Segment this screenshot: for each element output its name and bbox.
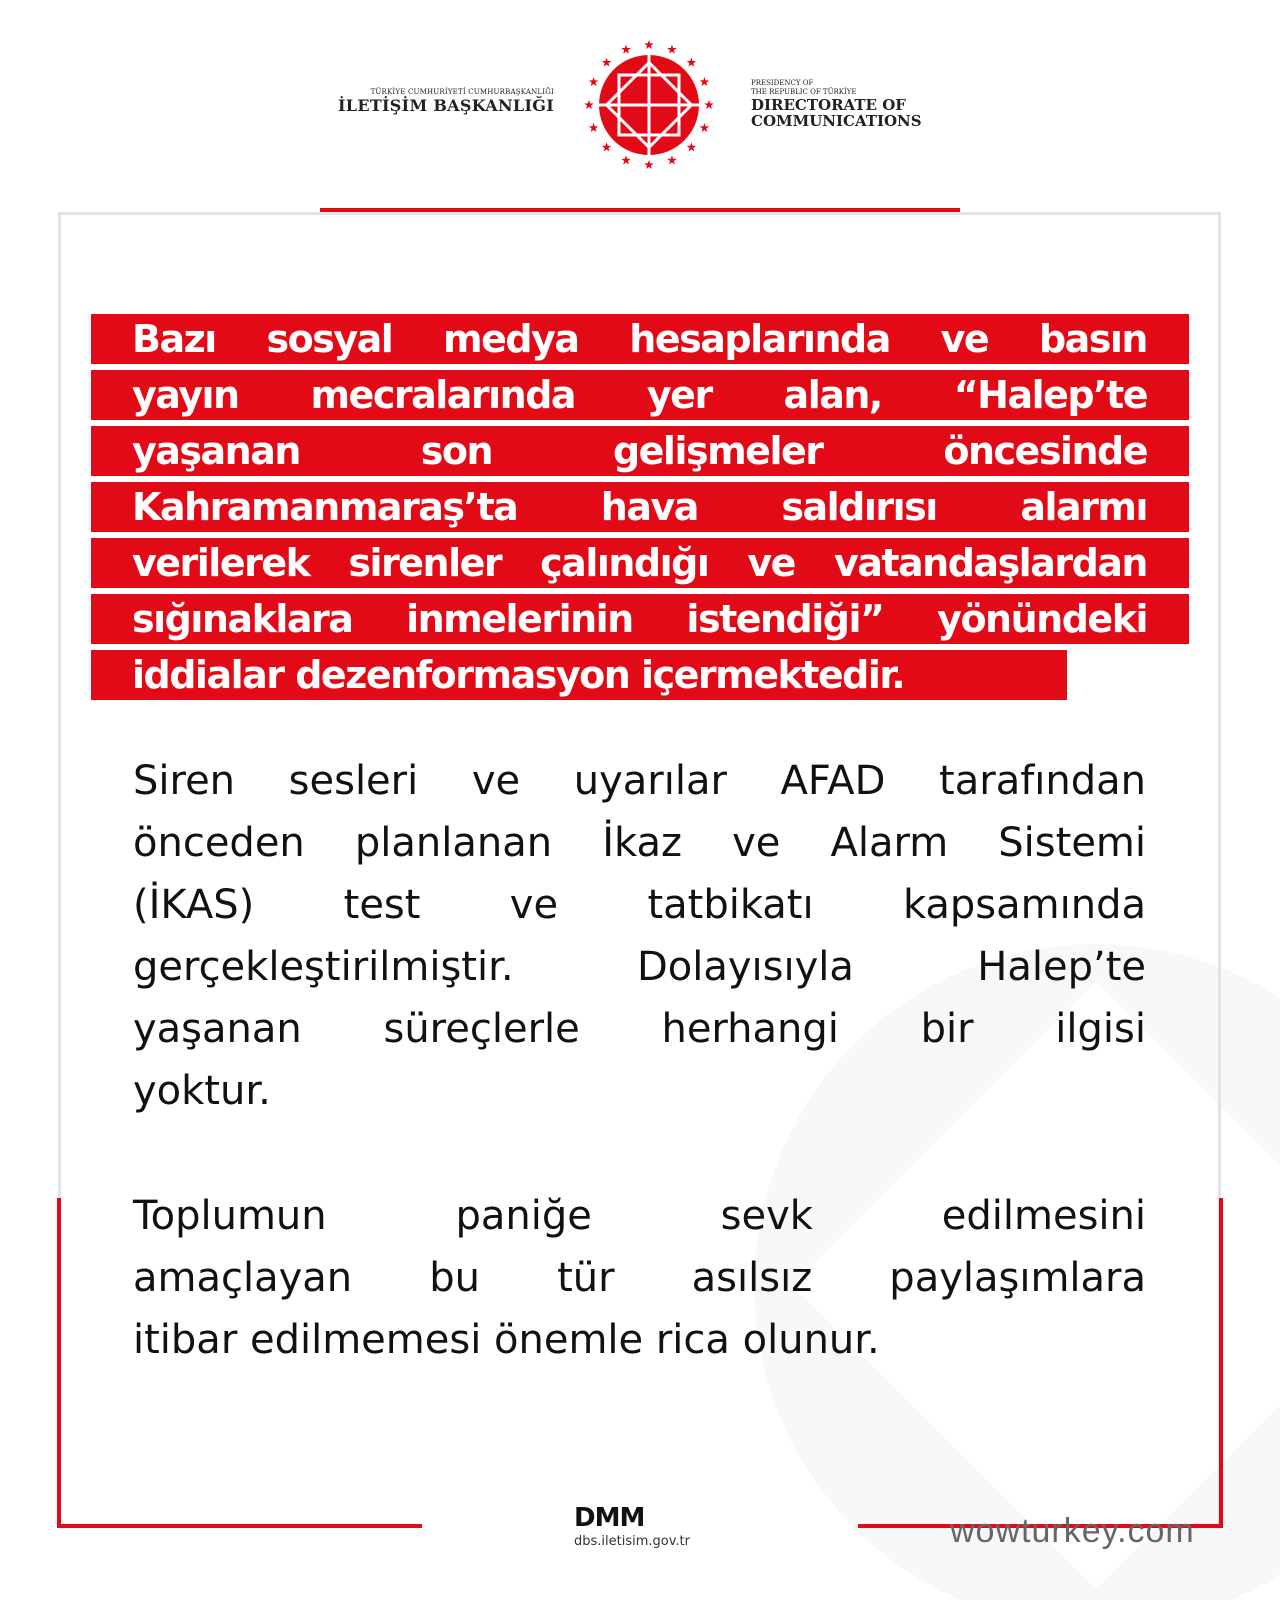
paragraph-line: (İKAS) test ve tatbikatı kapsamında <box>133 882 1146 928</box>
star-icon <box>602 142 612 151</box>
paragraph-line: itibar edilmemesi önemle rica olunur. <box>133 1317 880 1363</box>
top-red-line <box>320 208 960 212</box>
star-icon <box>700 77 710 86</box>
paragraph-line: yaşanan süreçlerle herhangi bir ilgisi <box>133 1006 1146 1052</box>
paragraph-2 <box>133 1185 1146 1371</box>
star-icon <box>589 77 599 86</box>
headline-line: yaşanan son gelişmeler öncesinde <box>91 426 1189 476</box>
headline <box>91 314 1189 706</box>
star-icon <box>589 123 599 132</box>
star-icon <box>667 155 677 164</box>
footer-url: dbs.iletisim.gov.tr <box>574 1534 690 1549</box>
headline-line: Bazı sosyal medya hesaplarında ve basın <box>91 314 1189 364</box>
star-icon <box>687 142 697 151</box>
paragraph-line: yoktur. <box>133 1068 271 1114</box>
paragraph-line: Toplumun paniğe sevk edilmesini <box>133 1193 1146 1239</box>
presidency-emblem-icon <box>582 38 716 172</box>
header-right-subtitle-1: PRESIDENCY OF <box>751 79 814 87</box>
left-red-line <box>57 1198 61 1528</box>
star-icon <box>602 58 612 67</box>
star-icon <box>621 155 631 164</box>
header-right-subtitle-2: THE REPUBLIC OF TÜRKİYE <box>751 88 857 96</box>
watermark: wowturkey.com <box>950 1512 1195 1550</box>
headline-line: iddialar dezenformasyon içermektedir. <box>91 650 1067 700</box>
star-icon <box>621 45 631 54</box>
star-icon <box>687 58 697 67</box>
headline-line: Kahramanmaraş’ta hava saldırısı alarmı <box>91 482 1189 532</box>
paragraph-line: önceden planlanan İkaz ve Alarm Sistemi <box>133 820 1146 866</box>
header-right-title-1: DIRECTORATE OF <box>751 96 906 114</box>
header-left-logo <box>330 88 554 115</box>
header-right-title-2: COMMUNICATIONS <box>751 112 922 130</box>
paragraph-line: gerçekleştirilmiştir. Dolayısıyla Halep’te <box>133 944 1146 990</box>
headline-line: yayın mecralarında yer alan, “Halep’te <box>91 370 1189 420</box>
paragraph-line: Siren sesleri ve uyarılar AFAD tarafından <box>133 758 1146 804</box>
header-right-logo <box>751 79 922 129</box>
star-icon <box>667 45 677 54</box>
star-icon <box>644 40 654 49</box>
star-icon <box>584 100 594 109</box>
header-left-title: İLETİŞİM BAŞKANLIĞI <box>337 96 554 115</box>
headline-line: verilerek sirenler çalındığı ve vatandaşlardan <box>91 538 1189 588</box>
headline-line: sığınaklara inmelerinin istendiği” yönündeki <box>91 594 1189 644</box>
dmm-logo: DMM <box>574 1503 645 1533</box>
header-left-subtitle: TÜRKİYE CUMHURİYETİ CUMHURBAŞKANLIĞI <box>370 88 554 96</box>
paragraph-line: amaçlayan bu tür asılsız paylaşımlara <box>133 1255 1146 1301</box>
bottom-left-red-line <box>57 1524 422 1528</box>
star-icon <box>704 100 714 109</box>
star-icon <box>644 160 654 169</box>
star-icon <box>700 123 710 132</box>
right-red-line <box>1219 1198 1223 1528</box>
paragraph-1 <box>133 750 1146 1122</box>
